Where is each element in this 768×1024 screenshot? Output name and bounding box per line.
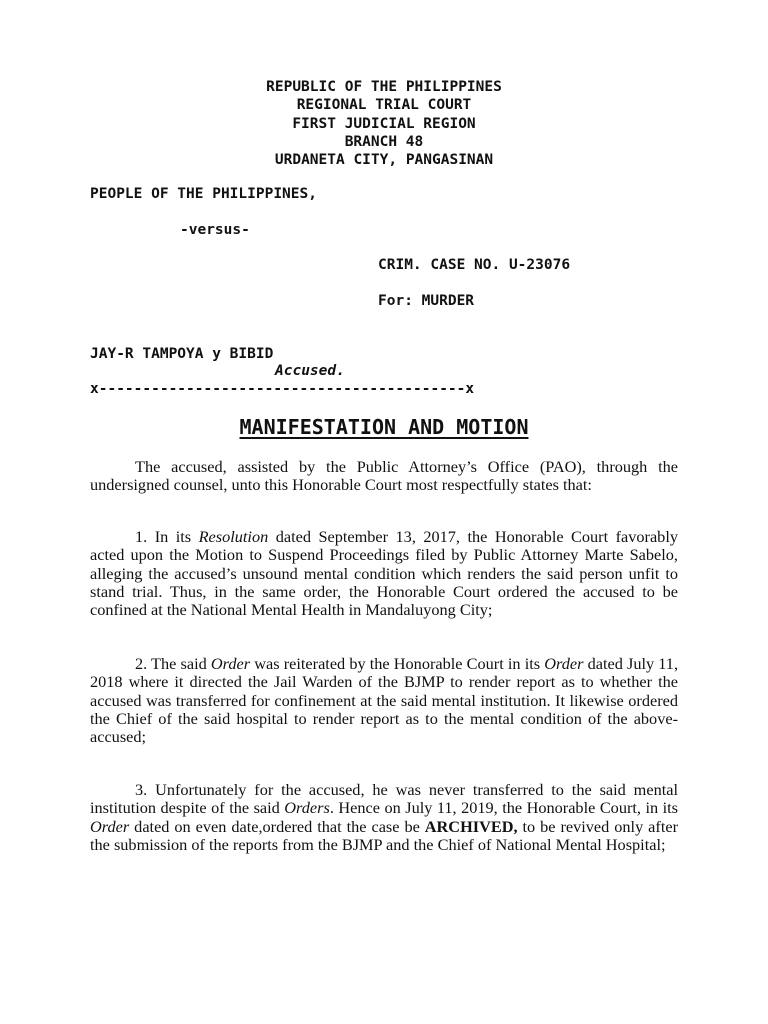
caption-line-branch: BRANCH 48	[344, 133, 424, 150]
versus-label: -versus-	[180, 222, 250, 238]
archived-term: ARCHIVED,	[424, 816, 518, 836]
paragraph-2-text: 2. The said	[135, 654, 211, 673]
paragraph-1-text-cont: dated September 13, 2017, the Honorable Court favorably acted upon the Motion to Suspend Proceedings filed by Public Attorney Marte Sabelo, alleging the accused’s unsound mental condition which renders the said person unfit to stand trial. Thus, in the same order, the Honorable Court ordered the accused to be confined at the National Mental Health in Mandaluyong City;	[90, 527, 678, 620]
paragraph-3-text-mid: dated on even date,ordered that the case be	[129, 816, 425, 836]
accused-label: Accused.	[275, 363, 345, 379]
intro-text: The accused, assisted by the Public Attorney’s Office (PAO), through the undersigned counsel, unto this Honorable Court most respectfully states that:	[90, 457, 678, 495]
document-title: MANIFESTATION AND MOTION	[239, 415, 529, 439]
paragraph-2-text-end: dated July 11, 2018 where it directed the Jail Warden of the BJMP to render report as to whether the accused was transferred for confinement at the said mental institution. It likewise ordered the Chief of the said hospital to render report as to the mental condition of the above-accused;	[90, 654, 679, 747]
caption-line-city: URDANETA CITY, PANGASINAN	[274, 152, 494, 169]
paragraph-1	[90, 528, 678, 619]
case-number: CRIM. CASE NO. U-23076	[378, 257, 571, 273]
paragraph-2	[90, 655, 678, 746]
orders-term: Orders	[284, 798, 330, 818]
paragraph-3-text-cont: . Hence on July 11, 2019, the Honorable Court, in its	[329, 798, 679, 818]
court-caption	[0, 78, 768, 169]
paragraph-1-text: 1. In its	[135, 527, 199, 546]
order-term-2: Order	[544, 654, 584, 673]
accused-name: JAY-R TAMPOYA y BIBID	[90, 346, 274, 362]
paragraph-3	[90, 781, 678, 854]
plaintiff-name: PEOPLE OF THE PHILIPPINES,	[90, 186, 317, 202]
order-term: Order	[210, 654, 251, 673]
paragraph-3-text: 3. Unfortunately for the accused, he was never transferred to the said mental institution despite of the said	[90, 780, 678, 818]
caption-line-region: FIRST JUDICIAL REGION	[292, 115, 476, 132]
order-term-3: Order	[90, 816, 130, 836]
paragraph-3-text-end: to be revived only after the submission of the reports from the BJMP and the Chief of National Mental Hospital;	[90, 816, 678, 854]
resolution-term: Resolution	[198, 527, 269, 546]
caption-separator: x------------------------------------------x	[90, 381, 475, 397]
crime-charged: For: MURDER	[378, 293, 475, 309]
paragraph-2-text-cont: was reiterated by the Honorable Court in its	[250, 654, 545, 673]
intro-paragraph	[90, 458, 678, 495]
caption-line-court: REGIONAL TRIAL COURT	[296, 97, 472, 114]
caption-line-republic: REPUBLIC OF THE PHILIPPINES	[266, 79, 502, 95]
